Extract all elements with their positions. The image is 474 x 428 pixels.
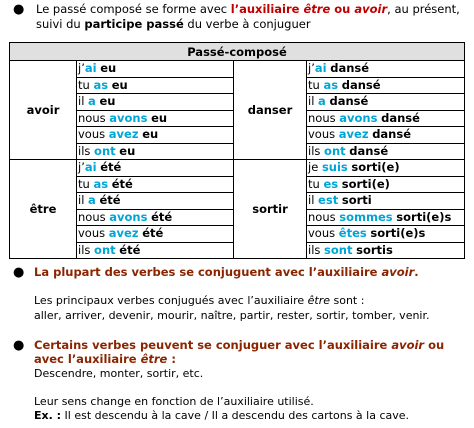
pronoun: nous (308, 209, 340, 224)
pronoun: il (308, 94, 319, 108)
auxiliary: as (93, 176, 109, 191)
auxiliary: ont (94, 143, 116, 158)
pronoun: j’ (78, 61, 85, 75)
participle: dansé (381, 110, 420, 125)
point2-sub (34, 294, 364, 308)
auxiliary: a (88, 94, 96, 108)
verb-avoir: avoir (10, 61, 77, 160)
point3-colon: : (167, 352, 176, 366)
example-text: Il est descendu à la cave / Il a descendu des cartons à la cave. (61, 409, 410, 422)
pronoun: il (78, 193, 89, 207)
participle: été (142, 226, 164, 240)
conj-row (307, 61, 464, 78)
point3-line-2 (34, 352, 176, 366)
point2-list: aller, arriver, devenir, mourir, naître, partir, rester, sortir, tomber, venir. (34, 309, 430, 322)
participle: eu (151, 110, 168, 125)
participle: sortis (356, 242, 393, 257)
intro-suivi-end: du verbe à conjuguer (183, 17, 311, 31)
auxiliary: es (323, 176, 339, 191)
point3-text: Certains verbes peuvent se conjuguer avec l’auxiliaire (34, 338, 392, 352)
auxiliary: ai (84, 160, 97, 174)
point3-avoir: avoir (391, 338, 425, 352)
intro-participe: participe passé (84, 17, 184, 31)
pronoun: nous (78, 110, 110, 125)
point2-sub-text: Les principaux verbes conjugués avec l’auxiliaire (34, 294, 308, 307)
conj-row (307, 127, 464, 144)
conj-row (307, 193, 464, 210)
point2-sub-etre: être (307, 294, 330, 307)
participle: sorti(e)s (370, 226, 426, 240)
point3-text-2: avec l’auxiliaire (34, 352, 141, 366)
participle: dansé (330, 61, 370, 75)
participle: été (151, 209, 173, 224)
pronoun: vous (78, 226, 109, 240)
conj-row (77, 78, 233, 95)
point3-list: Descendre, monter, sortir, etc. (34, 367, 204, 380)
conj-row (307, 243, 464, 259)
point3-line-1 (34, 338, 444, 352)
forms-danser (307, 61, 465, 160)
intro-line-1 (36, 2, 460, 16)
pronoun: vous (78, 127, 109, 141)
pronoun: il (78, 94, 89, 108)
conj-row (307, 160, 464, 177)
point3-etre: être (140, 352, 168, 366)
participle: été (99, 193, 121, 207)
point3-example (34, 409, 409, 423)
auxiliary: a (88, 193, 96, 207)
pronoun: tu (78, 77, 94, 92)
participle: dansé (329, 94, 369, 108)
conj-row (77, 177, 233, 194)
participle: eu (111, 77, 128, 92)
intro-suivi: suivi du (36, 17, 85, 31)
point2-sub-end: sont : (330, 294, 365, 307)
auxiliary: ont (94, 242, 116, 257)
participle: dansé (349, 143, 389, 158)
auxiliary: ai (314, 61, 327, 75)
pronoun: je (308, 160, 322, 174)
pronoun: vous (308, 127, 339, 141)
intro-line-2 (36, 17, 311, 31)
auxiliary: avez (338, 127, 369, 141)
point2-avoir: avoir (381, 265, 415, 279)
participle: sorti (341, 193, 372, 207)
bullet-3: ● (13, 338, 25, 353)
auxiliary: ont (324, 143, 346, 158)
intro-auxiliaire: l’auxiliaire (230, 2, 304, 16)
bullet-1: ● (13, 2, 25, 17)
verb-danser: danser (234, 61, 307, 160)
auxiliary: suis (321, 160, 348, 174)
auxiliary: sont (324, 242, 353, 257)
conj-row (77, 243, 233, 259)
pronoun: j’ (78, 160, 85, 174)
conj-row (307, 94, 464, 111)
auxiliary: sommes (339, 209, 393, 224)
pronoun: ils (308, 143, 325, 158)
auxiliary: avez (108, 226, 139, 240)
pronoun: nous (308, 110, 340, 125)
conjugation-table (9, 42, 465, 259)
pronoun: ils (308, 242, 325, 257)
conj-row (307, 111, 464, 128)
conj-row (77, 193, 233, 210)
auxiliary: avons (109, 209, 148, 224)
participle: été (100, 160, 122, 174)
auxiliary: avons (339, 110, 378, 125)
participle: été (119, 242, 141, 257)
auxiliary: a (318, 94, 326, 108)
example-label: Ex. : (34, 409, 62, 422)
participle: dansé (341, 77, 381, 92)
pronoun: vous (308, 226, 339, 240)
participle: eu (100, 61, 117, 75)
pronoun: j’ (308, 61, 315, 75)
forms-avoir (77, 61, 234, 160)
participle: eu (142, 127, 159, 141)
conj-row (307, 226, 464, 243)
bullet-2: ● (13, 265, 25, 280)
pronoun: tu (308, 176, 324, 191)
intro-avoir: avoir (354, 2, 388, 16)
pronoun: ils (78, 242, 95, 257)
point2-text: La plupart des verbes se conjuguent avec l’auxiliaire (34, 265, 382, 279)
pronoun: il (308, 193, 319, 207)
auxiliary: est (318, 193, 339, 207)
point3-ou: ou (424, 338, 445, 352)
conj-row (77, 61, 233, 78)
point3-note: Leur sens change en fonction de l’auxiliaire utilisé. (34, 395, 314, 408)
intro-text-end: , au présent, (387, 2, 460, 16)
table-header: Passé-composé (10, 43, 465, 61)
pronoun: tu (308, 77, 324, 92)
conj-row (307, 177, 464, 194)
conj-row (307, 144, 464, 160)
auxiliary: avons (109, 110, 148, 125)
conj-row (77, 160, 233, 177)
participle: dansé (372, 127, 412, 141)
participle: eu (99, 94, 116, 108)
conj-row (77, 210, 233, 227)
participle: été (111, 176, 133, 191)
conj-row (307, 210, 464, 227)
pronoun: ils (78, 143, 95, 158)
auxiliary: as (323, 77, 339, 92)
conj-row (77, 226, 233, 243)
participle: eu (119, 143, 136, 158)
intro-ou: ou (330, 2, 355, 16)
auxiliary: êtes (338, 226, 367, 240)
participle: sorti(e) (341, 176, 390, 191)
point2-heading (34, 265, 419, 279)
participle: sorti(e)s (396, 209, 452, 224)
auxiliary: avez (108, 127, 139, 141)
participle: sorti(e) (351, 160, 400, 174)
conj-row (77, 94, 233, 111)
pronoun: tu (78, 176, 94, 191)
verb-etre: être (10, 160, 77, 259)
conj-row (77, 127, 233, 144)
forms-sortir (307, 160, 465, 259)
pronoun: nous (78, 209, 110, 224)
conj-row (307, 78, 464, 95)
auxiliary: ai (84, 61, 97, 75)
auxiliary: as (93, 77, 109, 92)
verb-sortir: sortir (234, 160, 307, 259)
conj-row (77, 111, 233, 128)
conj-row (77, 144, 233, 160)
intro-etre: être (303, 2, 331, 16)
forms-etre (77, 160, 234, 259)
intro-text: Le passé composé se forme avec (36, 2, 231, 16)
point2-period: . (414, 265, 419, 279)
